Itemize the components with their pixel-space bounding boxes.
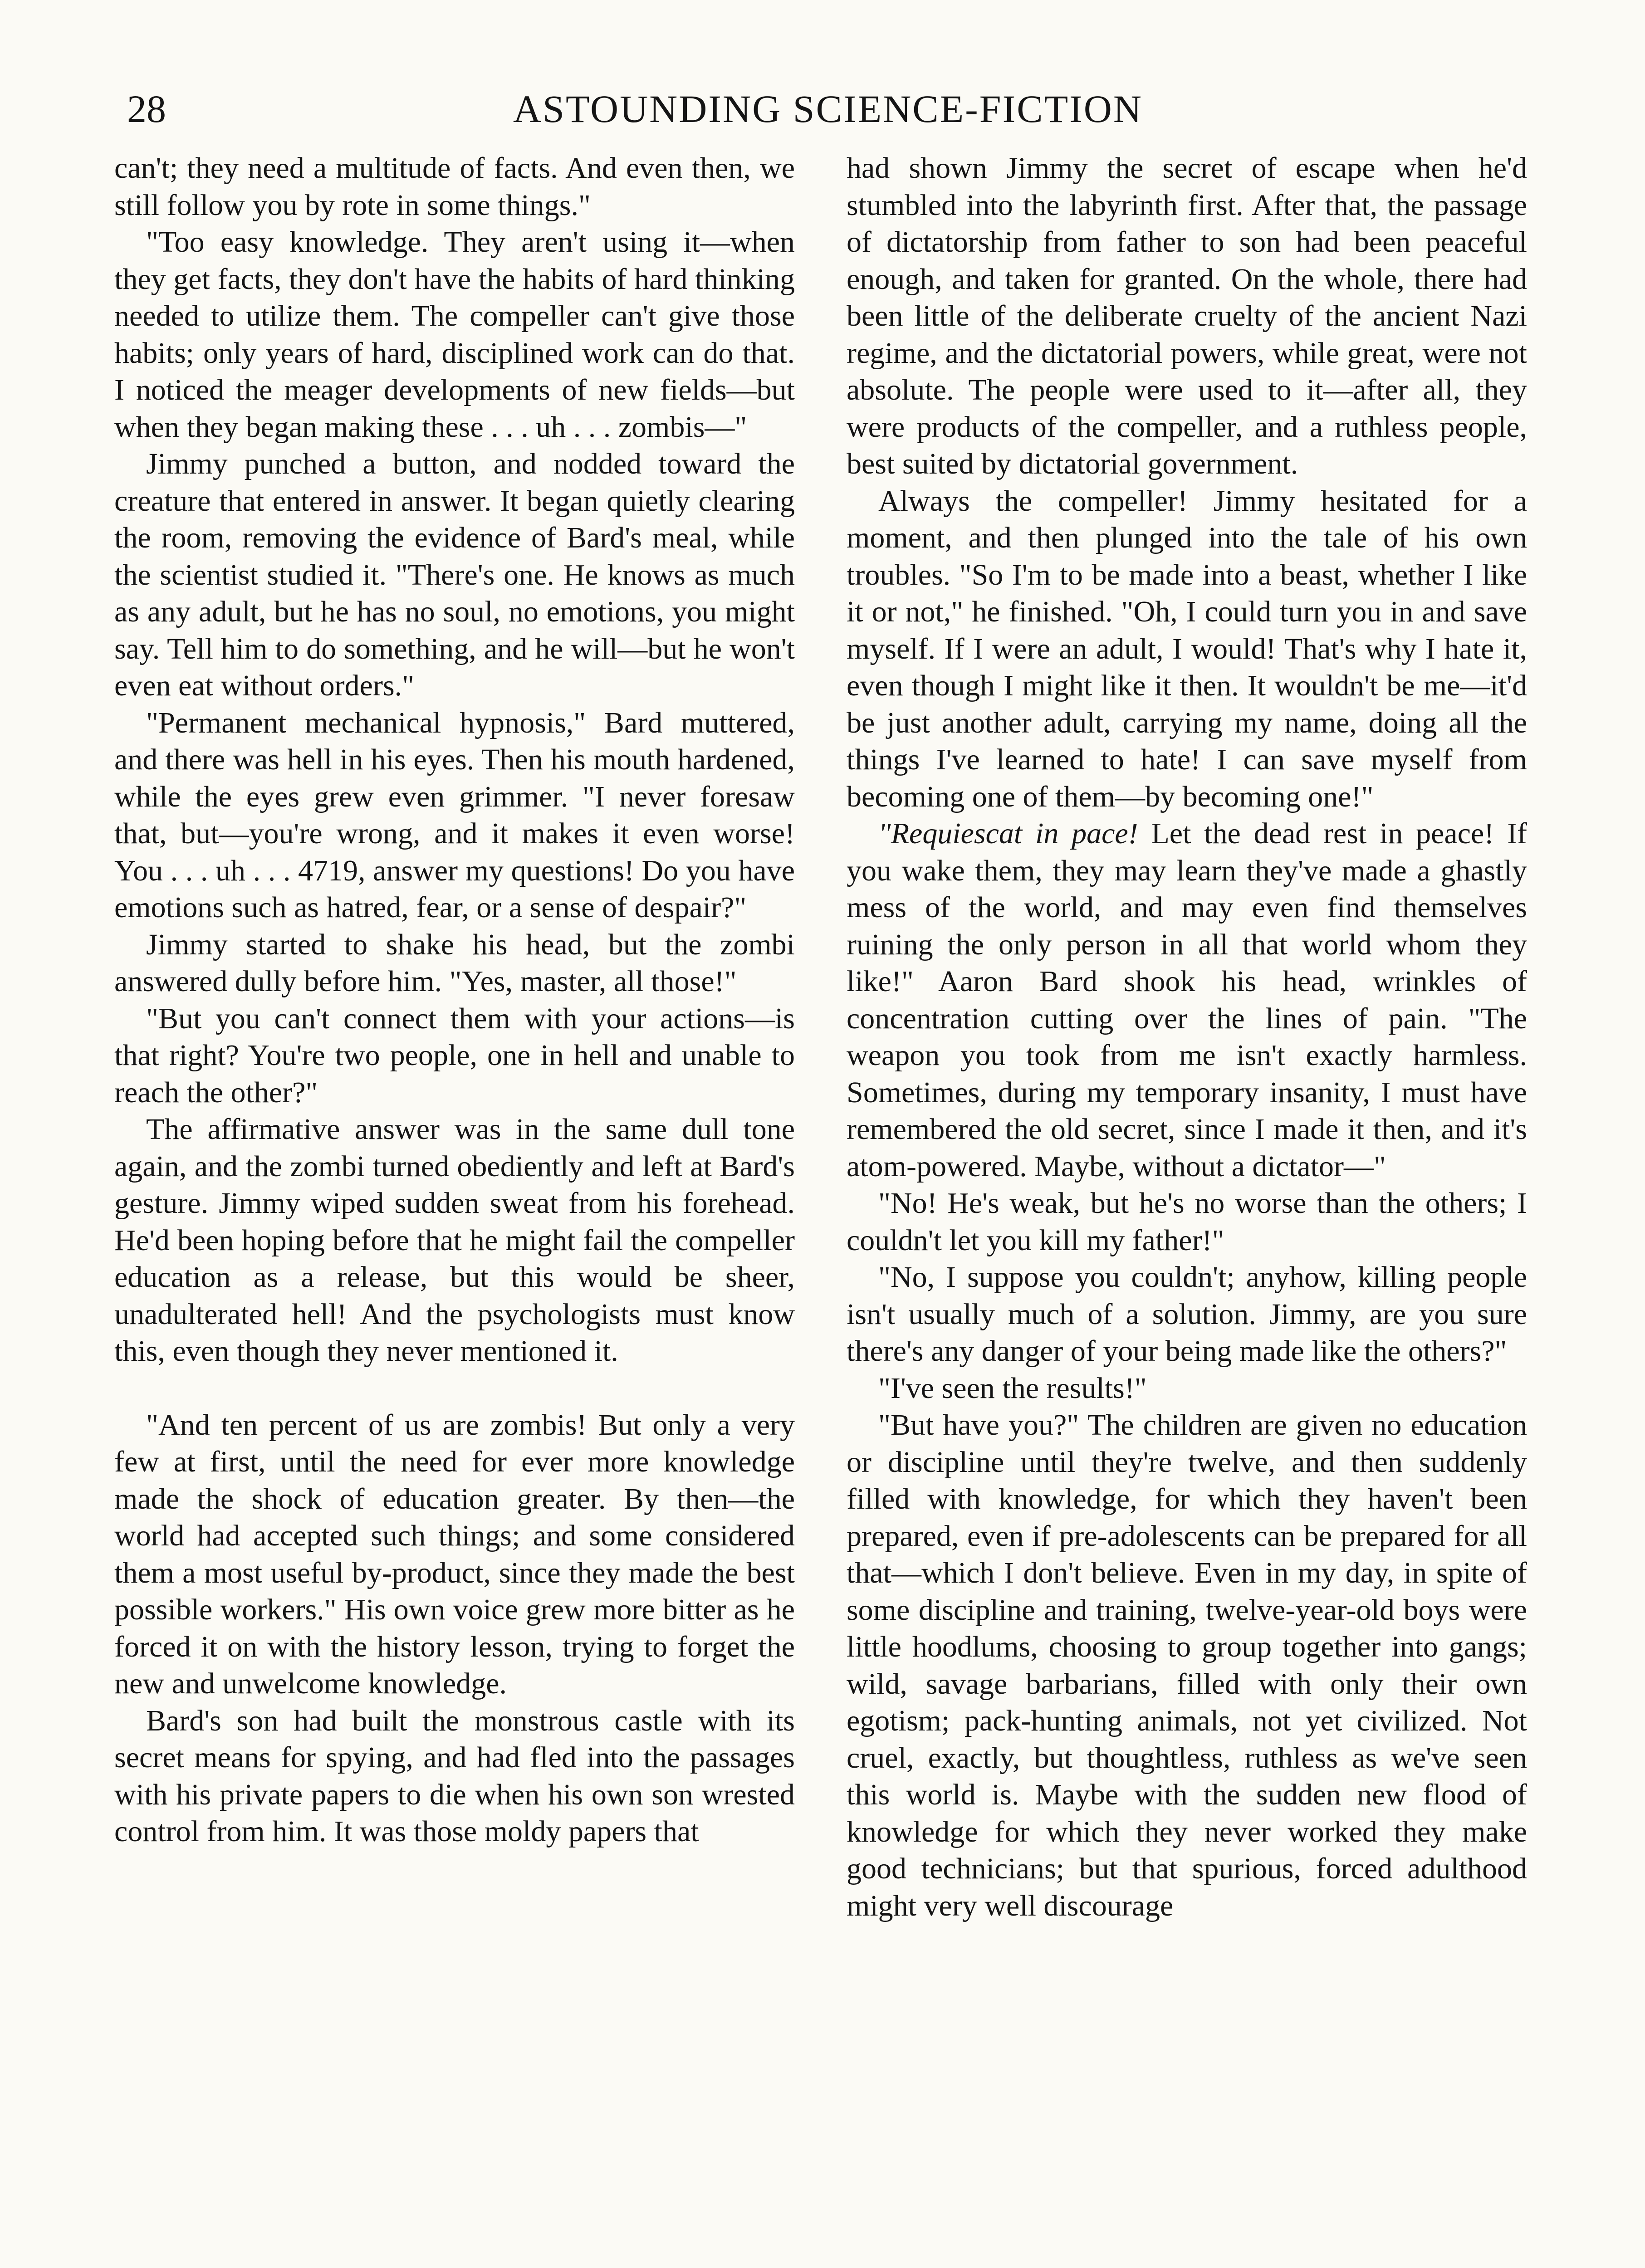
paragraph: "But you can't connect them with your actions—is that right? You're two people, one in hell and unable to reach the other?" xyxy=(114,1002,795,1109)
paragraph: "But have you?" The children are given no education or discipline until they're twelve, and then suddenly filled with knowledge, for which they haven't been prepared, even if pre-adolescents can be prepared for all that—which I don't believe. Even in my day, in spite of some discipline and training, twelve-year-old boys were little hoodlums, choosing to group together into gangs; wild, savage barbarians, filled with only their own egotism; pack-hunting animals, not yet civilized. Not cruel, exactly, but thoughtless, ruthless as we've seen this world is. Maybe with the sudden new flood of knowledge for which they never worked they make good technicians; but that spurious, forced adulthood might very well discourage xyxy=(847,1408,1527,1922)
paragraph xyxy=(847,815,1527,1185)
page-header xyxy=(127,82,1529,136)
paragraph: "Too easy knowledge. They aren't using it—when they get facts, they don't have the habits of hard thinking needed to utilize them. The compeller can't give those habits; only years of hard, disciplined work can do that. I noticed the meager developments of new fields—but when they began making these . . . uh . . . zombis—" xyxy=(114,225,795,444)
paragraph: Always the compeller! Jimmy hesitated for a moment, and then plunged into the tale of his own troubles. "So I'm to be made into a beast, whether I like it or not," he finished. "Oh, I could turn you in and save myself. If I were an adult, I would! That's why I hate it, even though I might like it then. It wouldn't be me—it'd be just another adult, carrying my name, doing all the things I've learned to hate! I can save myself from becoming one of them—by becoming one!" xyxy=(847,484,1527,813)
paragraph: can't; they need a multitude of facts. And even then, we still follow you by rote in some things." xyxy=(114,152,795,222)
right-column xyxy=(847,150,1527,1924)
paragraph: Bard's son had built the monstrous castle with its secret means for spying, and had fled into the passages with his private papers to die when his own son wrested control from him. It was those moldy papers that xyxy=(114,1704,795,1848)
page-number: 28 xyxy=(127,87,166,131)
paragraph: "No, I suppose you couldn't; anyhow, killing people isn't usually much of a solution. Jimmy, are you sure there's any danger of your being made like the others?" xyxy=(847,1261,1527,1368)
paragraph-text: Let the dead rest in peace! If you wake them, they may learn they've made a ghastly mess of the world, and may even find themselves ruining the only person in all that world whom they like!" Aaron Bard shook his head, wrinkles of concentration cutting over the lines of pain. "The weapon you took from me isn't exactly harmless. Sometimes, during my temporary insanity, I must have remembered the old secret, since I made it then, and it's atom-powered. Maybe, without a dictator—" xyxy=(847,817,1527,1183)
paragraph: The affirmative answer was in the same dull tone again, and the zombi turned obediently and left at Bard's gesture. Jimmy wiped sudden sweat from his forehead. He'd been hoping before that he might fail the compeller education as a release, but this would be sheer, unadulterated hell! And the psychologists must know this, even though they never mentioned it. xyxy=(114,1113,795,1368)
paragraph: had shown Jimmy the secret of escape when he'd stumbled into the labyrinth first. After that, the passage of dictatorship from father to son had been peaceful enough, and taken for granted. On the whole, there had been little of the deliberate cruelty of the ancient Nazi regime, and the dictatorial powers, while great, were not absolute. The people were used to it—after all, they were products of the compeller, and a ruthless people, best suited by dictatorial government. xyxy=(847,152,1527,480)
running-head: ASTOUNDING SCIENCE-FICTION xyxy=(513,87,1143,131)
paragraph: "And ten percent of us are zombis! But only a very few at first, until the need for ever more knowledge made the shock of education greater. By then—the world had accepted such things; and some considered them a most useful by-product, since they made the best possible workers." His own voice grew more bitter as he forced it on with the history lesson, trying to forget the new and unwelcome knowledge. xyxy=(114,1408,795,1700)
paragraph: Jimmy started to shake his head, but the zombi answered dully before him. "Yes, master, all those!" xyxy=(114,928,795,998)
paragraph: Jimmy punched a button, and nodded toward the creature that entered in answer. It began quietly clearing the room, removing the evidence of Bard's meal, while the scientist studied it. "There's one. He knows as much as any adult, but he has no soul, no emotions, you might say. Tell him to do something, and he will—but he won't even eat without orders." xyxy=(114,447,795,702)
paragraph: "I've seen the results!" xyxy=(878,1371,1147,1405)
paragraph: "No! He's weak, but he's no worse than the others; I couldn't let you kill my father!" xyxy=(847,1187,1527,1257)
paragraph: "Permanent mechanical hypnosis," Bard muttered, and there was hell in his eyes. Then his mouth hardened, while the eyes grew even grimmer. "I never foresaw that, but—you're wrong, and it makes it even worse! You . . . uh . . . 4719, answer my questions! Do you have emotions such as hatred, fear, or a sense of despair?" xyxy=(114,706,795,924)
left-column xyxy=(114,150,795,1850)
latin-phrase: "Requiescat in pace! xyxy=(878,817,1138,850)
